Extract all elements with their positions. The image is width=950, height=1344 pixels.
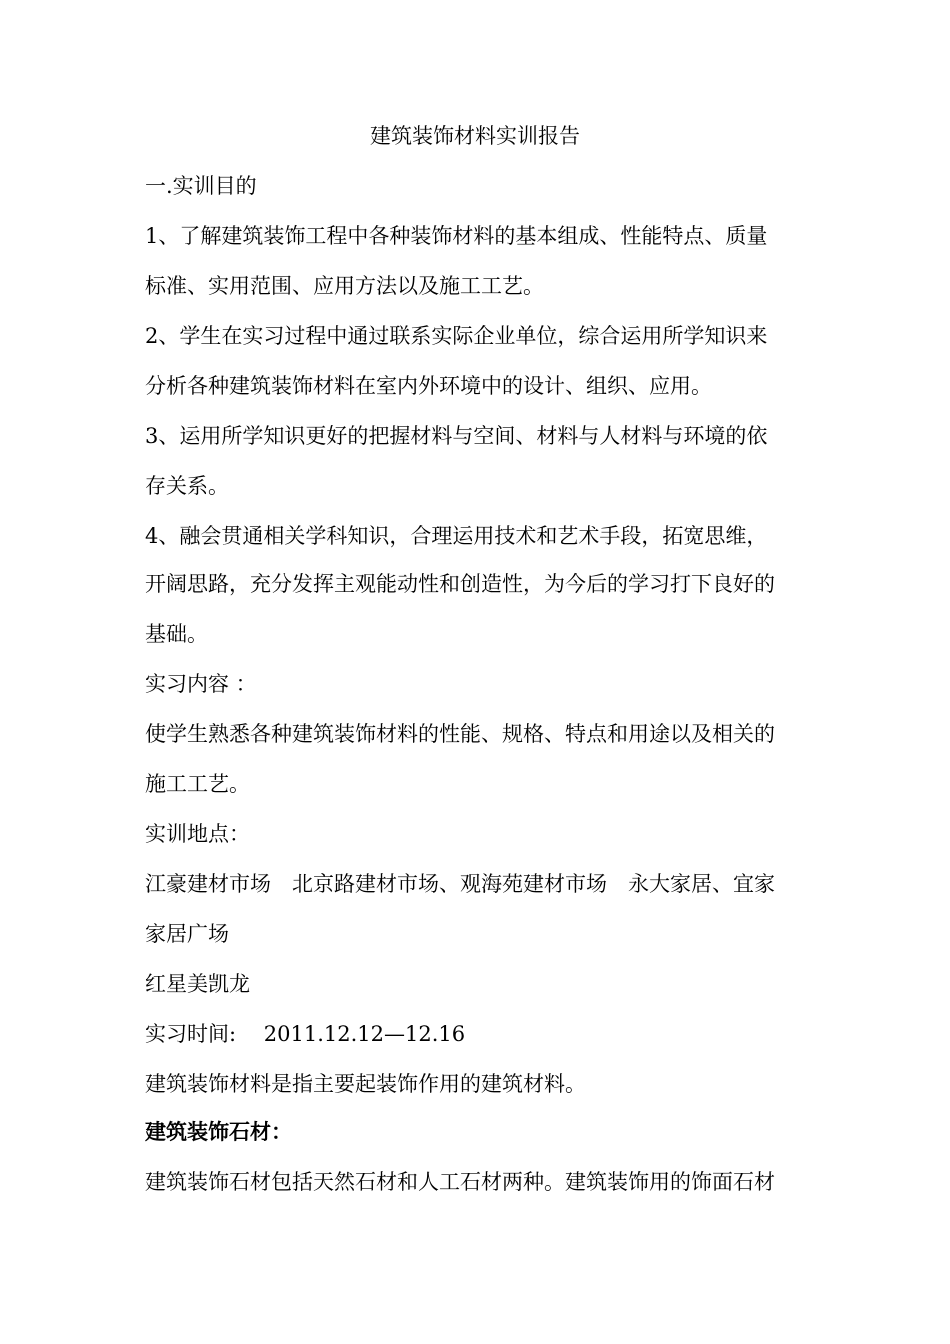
document-title: 建筑装饰材料实训报告 [370,124,580,148]
purpose-item-4-end: 基础。 [145,622,208,646]
purpose-item-3-cont: 存关系。 [145,474,229,498]
definition-text: 建筑装饰材料是指主要起装饰作用的建筑材料。 [145,1072,586,1096]
location-list-cont: 家居广场 [145,922,229,946]
stone-text: 建筑装饰石材包括天然石材和人工石材两种。建筑装饰用的饰面石材 [145,1170,775,1194]
location-list-end: 红星美凯龙 [145,972,250,996]
purpose-item-2: 2、学生在实习过程中通过联系实际企业单位，综合运用所学知识来 [145,324,768,348]
purpose-item-4: 4、融会贯通相关学科知识，合理运用技术和艺术手段，拓宽思维， [145,524,768,548]
content-text-cont: 施工工艺。 [145,772,250,796]
purpose-item-4-cont: 开阔思路，充分发挥主观能动性和创造性，为今后的学习打下良好的 [145,572,775,596]
location-list: 江豪建材市场 北京路建材市场、观海苑建材市场 永大家居、宜家 [145,872,775,896]
internship-time: 实习时间: 2011.12.12—12.16 [145,1022,466,1046]
section-heading-location: 实训地点： [145,822,250,846]
purpose-item-3: 3、运用所学知识更好的把握材料与空间、材料与人材料与环境的依 [145,424,768,448]
section-heading-stone: 建筑装饰石材： [145,1120,292,1144]
purpose-item-1: 1、了解建筑装饰工程中各种装饰材料的基本组成、性能特点、质量 [145,224,768,248]
purpose-item-1-cont: 标准、实用范围、应用方法以及施工工艺。 [145,274,544,298]
section-heading-purpose: 一.实训目的 [145,174,257,198]
purpose-item-2-cont: 分析各种建筑装饰材料在室内外环境中的设计、组织、应用。 [145,374,712,398]
section-heading-content: 实习内容 ： [145,672,257,696]
content-text: 使学生熟悉各种建筑装饰材料的性能、规格、特点和用途以及相关的 [145,722,775,746]
